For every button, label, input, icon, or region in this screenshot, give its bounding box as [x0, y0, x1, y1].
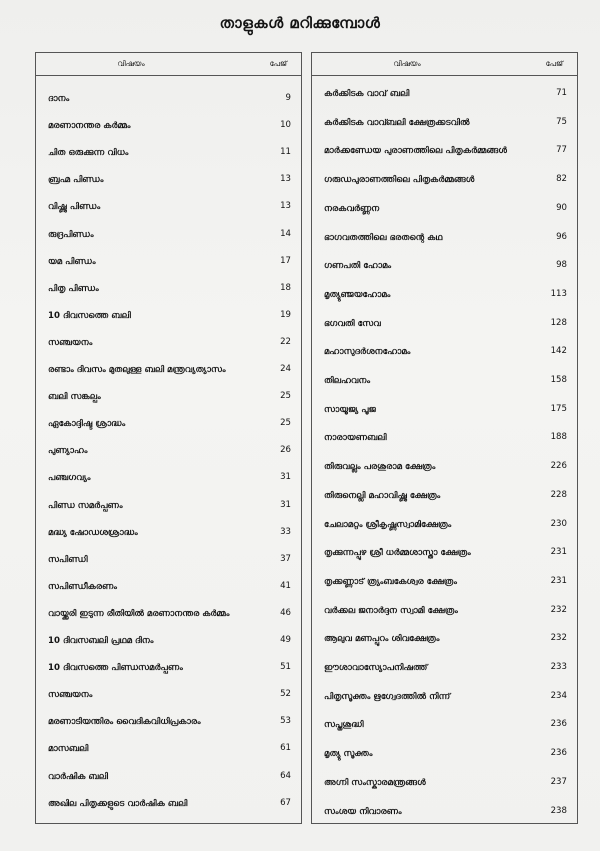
toc-entry-title: മൃത്യു സൂക്തം [324, 749, 373, 760]
toc-entry [312, 803, 577, 823]
toc-entry-page: 158 [550, 375, 567, 385]
toc-entry-title: പിണ്ഡ സമർപ്പണം [48, 500, 123, 511]
toc-entry-page: 33 [280, 526, 291, 537]
toc-entry-page: 25 [280, 418, 291, 429]
toc-entry-title: തൃക്കുന്നപ്പുഴ ശ്രീ ധർമ്മശാസ്താ ക്ഷേത്രം [324, 548, 471, 559]
toc-entry-page: 234 [550, 690, 567, 701]
toc-entry-title: വർക്കല ജനാർദ്ദന സ്വാമി ക്ഷേത്രം [324, 605, 458, 616]
column-header [36, 53, 301, 76]
toc-entry-title: പഞ്ചഗവ്യം [48, 473, 91, 484]
toc-entry-title: മാർക്കണ്ഡേയ പുരാണത്തിലെ പിതൃകർമ്മങ്ങൾ [324, 146, 507, 157]
toc-entry-title: വിഷ്ണു പിണ്ഡം [48, 202, 101, 213]
toc-entry-page: 9 [285, 93, 291, 103]
toc-entry-page: 228 [550, 489, 567, 500]
toc-entry [312, 372, 577, 392]
toc-entry [312, 745, 577, 765]
toc-entry-page: 113 [550, 288, 567, 299]
toc-entry-page: 26 [280, 445, 291, 456]
toc-entry [36, 713, 301, 733]
toc-entry-page: 230 [550, 518, 567, 529]
toc-entry-page: 71 [556, 88, 567, 98]
toc-entry-title: നരകവർണ്ണന [324, 203, 380, 214]
toc-entry-title: കർക്കിടക വാവ്ബലി ക്ഷേത്രക്കടവിൽ [324, 117, 470, 128]
toc-entry-title: ഈശാവാസ്യോപനിഷത്ത് [324, 663, 428, 673]
toc-entry-title: മൃത്യുഞ്ജയഹോമം [324, 289, 391, 300]
toc-entry-page: 31 [280, 472, 291, 483]
toc-entry-title: സപിണ്ഡീകരണം [48, 581, 118, 592]
toc-entry [312, 573, 577, 593]
toc-entry-title: സപിണ്ഡി [48, 554, 88, 565]
toc-entry-page: 238 [550, 805, 567, 816]
toc-entry-page: 67 [280, 797, 291, 808]
toc-entry-page: 233 [550, 662, 567, 672]
toc-entry-page: 25 [280, 391, 291, 402]
toc-entry-page: 232 [550, 633, 567, 644]
toc-entry [36, 795, 301, 815]
toc-entry-page: 236 [550, 748, 567, 759]
toc-entry [312, 659, 577, 679]
toc-entry-page: 13 [280, 174, 291, 185]
toc-entry-page: 17 [280, 255, 291, 266]
toc-entry [36, 632, 301, 652]
toc-entry-title: അഗ്നി സംസ്കാരമന്ത്രങ്ങൾ [324, 777, 426, 788]
toc-entry-title: 10 ദിവസത്തെ പിണ്ഡസമർപ്പണം [48, 663, 183, 674]
toc-entry-title: തിലഹവനം [324, 376, 371, 386]
toc-entry [36, 117, 301, 137]
toc-entry [312, 171, 577, 191]
toc-entry-title: ചേലാമറ്റം ശ്രീകൃഷ്ണസ്വാമിക്ഷേത്രം [324, 519, 452, 530]
subject-header: വിഷയം [393, 59, 421, 68]
toc-entry [36, 442, 301, 462]
toc-entry-title: സായൂജ്യ പൂജ [324, 404, 376, 415]
toc-entry [312, 774, 577, 794]
toc-entry-page: 10 [280, 120, 291, 131]
toc-entry [36, 280, 301, 300]
toc-entry [312, 429, 577, 449]
toc-entry-title: നാരായണബലി [324, 433, 387, 444]
toc-entry-page: 64 [280, 770, 291, 781]
toc-entry-title: പുണ്യാഹം [48, 446, 88, 457]
toc-entry [312, 688, 577, 708]
toc-entry [312, 85, 577, 105]
toc-entry [36, 171, 301, 191]
page-title: താളുകൾ മറിക്കുമ്പോൾ [219, 14, 381, 32]
toc-entry [312, 544, 577, 564]
toc-entry [312, 257, 577, 277]
toc-entry-page: 11 [280, 147, 291, 158]
toc-entry-title: സംശയ നിവാരണം [324, 806, 402, 817]
toc-entry-title: ഗണപതി ഹോമം [324, 261, 392, 272]
toc-entry-title: ആലുവ മണപ്പുറം ശിവക്ഷേത്രം [324, 634, 440, 645]
toc-entry [312, 200, 577, 220]
toc-entry [312, 458, 577, 478]
toc-entry [312, 286, 577, 306]
toc-entry [36, 226, 301, 246]
toc-entry-title: ദാനം [48, 94, 70, 104]
toc-entry-title: രുദ്രപിണ്ഡം [48, 229, 94, 240]
toc-entry [36, 578, 301, 598]
toc-entry [36, 524, 301, 544]
toc-entry-title: മരണാനന്തര കർമ്മം [48, 121, 131, 132]
toc-entry [36, 388, 301, 408]
toc-entry-title: ഗരുഡപുരാണത്തിലെ പിതൃകർമ്മങ്ങൾ [324, 175, 475, 186]
toc-entry-page: 231 [550, 547, 567, 558]
toc-entry-title: ചിത ഒരുക്കുന്ന വിധം [48, 148, 129, 159]
toc-entry-title: പിതൃസൂക്തം ഋഗ്വേദത്തിൽ നിന്ന് [324, 691, 451, 702]
toc-entry-title: അഖില പിതൃക്കളുടെ വാർഷിക ബലി [48, 798, 188, 809]
toc-entry-title: ഏകോദ്ദിഷ്ട ശ്രാദ്ധം [48, 419, 126, 430]
toc-entry [36, 307, 301, 327]
toc-entry-title: മരണാടിയന്തിരം വൈദികവിധിപ്രകാരം [48, 717, 201, 728]
toc-entry-title: യമ പിണ്ഡം [48, 256, 96, 267]
subject-header: വിഷയം [117, 59, 145, 68]
page-header: പേജ് [269, 59, 287, 68]
toc-entry-page: 237 [550, 776, 567, 787]
page-header: പേജ് [545, 59, 563, 68]
toc-entry-title: കർക്കിടക വാവ് ബലി [324, 89, 410, 99]
toc-entry-page: 232 [550, 604, 567, 615]
toc-entry [36, 768, 301, 788]
toc-entry-page: 188 [550, 432, 567, 443]
toc-entry-page: 236 [550, 719, 567, 730]
toc-entry-page: 31 [280, 499, 291, 510]
toc-entry-page: 98 [556, 260, 567, 271]
column-header [312, 53, 577, 76]
toc-entry [36, 144, 301, 164]
toc-entry-page: 226 [550, 461, 567, 472]
toc-entry [36, 415, 301, 435]
toc-entry-title: സപ്തശുദ്ധി [324, 720, 364, 731]
toc-entry-title: പിതൃ പിണ്ഡം [48, 283, 99, 294]
toc-entry-page: 61 [280, 743, 291, 754]
toc-entry-title: മദ്ധ്യ ഷോഡശശ്രാദ്ധം [48, 527, 138, 538]
toc-entry-page: 46 [280, 607, 291, 618]
toc-entry-title: 10 ദിവസത്തെ ബലി [48, 310, 131, 321]
toc-column-left [35, 52, 302, 824]
toc-entry [36, 90, 301, 110]
toc-entry [36, 198, 301, 218]
toc-entry [36, 686, 301, 706]
toc-entry-title: രണ്ടാം ദിവസം മുതലുള്ള ബലി മന്ത്രവ്യത്യാസം [48, 365, 226, 375]
toc-entry-page: 82 [556, 174, 567, 185]
toc-entry-title: 10 ദിവസബലി പ്രഥമ ദിനം [48, 636, 154, 646]
toc-entry-page: 77 [556, 145, 567, 156]
toc-entry [36, 253, 301, 273]
toc-entry [312, 487, 577, 507]
toc-entry [312, 602, 577, 622]
toc-entry-title: സഞ്ചയനം [48, 337, 93, 348]
toc-entry-page: 18 [280, 282, 291, 293]
toc-entry-page: 231 [550, 575, 567, 586]
toc-entry-page: 49 [280, 635, 291, 645]
toc-entry [36, 659, 301, 679]
toc-entry-page: 175 [550, 403, 567, 414]
toc-entry [312, 114, 577, 134]
toc-entry-title: തിരുനെല്ലി മഹാവിഷ്ണു ക്ഷേത്രം [324, 490, 441, 501]
toc-entry-page: 13 [280, 201, 291, 212]
toc-entry [312, 401, 577, 421]
toc-entry-page: 14 [280, 228, 291, 239]
toc-entry-page: 75 [556, 116, 567, 127]
toc-entry-title: തൃക്കണ്ണാട് ത്ര്യംബകേശ്വര ക്ഷേത്രം [324, 576, 457, 587]
toc-entry [36, 469, 301, 489]
toc-entry-page: 52 [280, 689, 291, 700]
toc-entry [36, 334, 301, 354]
toc-entry-title: ബലി സങ്കല്പം [48, 392, 101, 403]
toc-entry-page: 142 [550, 346, 567, 357]
toc-entry-page: 22 [280, 336, 291, 347]
toc-entry-title: ഭഗവതി സേവ [324, 318, 381, 329]
toc-entry [312, 343, 577, 363]
toc-entry-title: തിരുവല്ലം പരശുരാമ ക്ഷേത്രം [324, 462, 436, 473]
toc-entry-page: 37 [280, 553, 291, 564]
toc-entry [36, 551, 301, 571]
toc-entry-page: 128 [550, 317, 567, 328]
toc-column-right [311, 52, 578, 824]
toc-entry-title: ബ്രഹ്മ പിണ്ഡം [48, 175, 104, 186]
toc-entry [312, 229, 577, 249]
toc-entry-title: മഹാസുദർശനഹോമം [324, 347, 411, 358]
toc-entry-title: മാസബലി [48, 744, 89, 755]
toc-entry [312, 630, 577, 650]
toc-entry [36, 497, 301, 517]
toc-entry-page: 19 [280, 309, 291, 320]
toc-entry-page: 51 [280, 662, 291, 673]
toc-entry-page: 96 [556, 231, 567, 242]
toc-entry-page: 24 [280, 364, 291, 374]
toc-entry [312, 716, 577, 736]
toc-entry [36, 605, 301, 625]
toc-entry-page: 53 [280, 716, 291, 727]
toc-entry [312, 142, 577, 162]
toc-entry [312, 516, 577, 536]
toc-entry-title: വാർഷിക ബലി [48, 771, 108, 782]
toc-entry [312, 315, 577, 335]
toc-entry-title: ഭാഗവതത്തിലെ ഭരതന്റെ കഥ [324, 232, 443, 243]
toc-entry-title: വായ്ക്കരി ഇടുന്ന രീതിയിൽ മരണാനന്തര കർമ്മം [48, 608, 230, 619]
toc-entry [36, 740, 301, 760]
toc-entry [36, 361, 301, 381]
toc-entry-page: 90 [556, 202, 567, 213]
toc-entry-page: 41 [280, 580, 291, 591]
toc-entry-title: സഞ്ചയനം [48, 690, 93, 701]
